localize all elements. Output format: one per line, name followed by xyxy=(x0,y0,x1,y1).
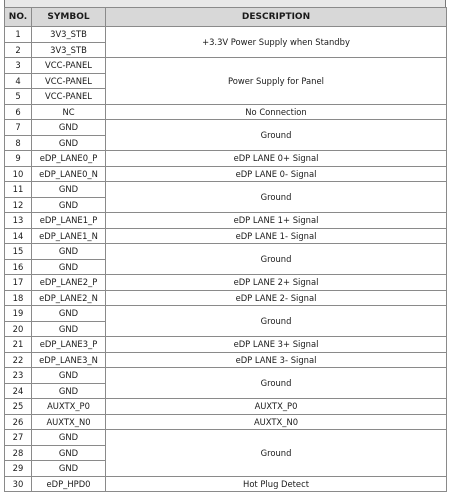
pin-symbol-cell: GND xyxy=(32,244,106,260)
table-row xyxy=(5,244,447,260)
table-row xyxy=(5,182,447,198)
pin-symbol-cell: NC xyxy=(32,104,106,120)
pin-symbol-cell: GND xyxy=(32,445,106,461)
pin-symbol-cell: eDP_LANE2_N xyxy=(32,290,106,306)
pin-definition-table xyxy=(4,7,447,492)
pin-symbol-cell: eDP_LANE1_P xyxy=(32,213,106,229)
pin-symbol-cell: eDP_LANE2_P xyxy=(32,275,106,291)
pin-symbol-cell: GND xyxy=(32,368,106,384)
pin-number-cell: 6 xyxy=(5,104,32,120)
pin-symbol-cell: GND xyxy=(32,306,106,322)
pin-number-cell: 16 xyxy=(5,259,32,275)
header-description: DESCRIPTION xyxy=(106,8,447,27)
pin-symbol-cell: 3V3_STB xyxy=(32,42,106,58)
pin-symbol-cell: eDP_LANE3_P xyxy=(32,337,106,353)
pin-number-cell: 27 xyxy=(5,430,32,446)
pin-symbol-cell: GND xyxy=(32,135,106,151)
pin-description-cell: Ground xyxy=(106,430,447,477)
table-row xyxy=(5,120,447,136)
table-top-strip xyxy=(4,0,446,7)
table-row xyxy=(5,275,447,291)
pin-number-cell: 8 xyxy=(5,135,32,151)
pin-number-cell: 5 xyxy=(5,89,32,105)
pin-symbol-cell: 3V3_STB xyxy=(32,27,106,43)
pin-number-cell: 20 xyxy=(5,321,32,337)
header-symbol: SYMBOL xyxy=(32,8,106,27)
table-row xyxy=(5,399,447,415)
pin-symbol-cell: GND xyxy=(32,461,106,477)
pin-symbol-cell: GND xyxy=(32,120,106,136)
pin-number-cell: 1 xyxy=(5,27,32,43)
pin-number-cell: 3 xyxy=(5,58,32,74)
pin-symbol-cell: GND xyxy=(32,321,106,337)
table-body xyxy=(5,27,447,492)
pin-number-cell: 12 xyxy=(5,197,32,213)
pin-number-cell: 26 xyxy=(5,414,32,430)
table-row xyxy=(5,166,447,182)
pin-description-cell: AUXTX_P0 xyxy=(106,399,447,415)
pin-number-cell: 11 xyxy=(5,182,32,198)
pin-description-cell: eDP LANE 0+ Signal xyxy=(106,151,447,167)
pin-description-cell: Hot Plug Detect xyxy=(106,476,447,492)
pin-number-cell: 14 xyxy=(5,228,32,244)
pin-symbol-cell: GND xyxy=(32,430,106,446)
pin-symbol-cell: eDP_LANE1_N xyxy=(32,228,106,244)
pin-number-cell: 24 xyxy=(5,383,32,399)
pin-number-cell: 22 xyxy=(5,352,32,368)
pin-symbol-cell: GND xyxy=(32,259,106,275)
pin-symbol-cell: VCC-PANEL xyxy=(32,58,106,74)
pin-description-cell: Ground xyxy=(106,244,447,275)
table-row xyxy=(5,58,447,74)
pin-symbol-cell: GND xyxy=(32,182,106,198)
pin-number-cell: 25 xyxy=(5,399,32,415)
pin-number-cell: 4 xyxy=(5,73,32,89)
pin-description-cell: No Connection xyxy=(106,104,447,120)
pin-number-cell: 28 xyxy=(5,445,32,461)
pin-description-cell: Ground xyxy=(106,368,447,399)
pin-number-cell: 13 xyxy=(5,213,32,229)
pin-number-cell: 10 xyxy=(5,166,32,182)
pin-description-cell: Ground xyxy=(106,306,447,337)
pin-symbol-cell: eDP_LANE0_P xyxy=(32,151,106,167)
pin-number-cell: 29 xyxy=(5,461,32,477)
table-row xyxy=(5,228,447,244)
pin-description-cell: eDP LANE 2+ Signal xyxy=(106,275,447,291)
table-row xyxy=(5,368,447,384)
table-row xyxy=(5,213,447,229)
table-row xyxy=(5,27,447,43)
pin-symbol-cell: eDP_LANE0_N xyxy=(32,166,106,182)
pin-description-cell: Ground xyxy=(106,182,447,213)
table-row xyxy=(5,430,447,446)
pin-description-cell: AUXTX_N0 xyxy=(106,414,447,430)
pin-description-cell: eDP LANE 3+ Signal xyxy=(106,337,447,353)
table-row xyxy=(5,151,447,167)
table-row xyxy=(5,352,447,368)
table-row xyxy=(5,337,447,353)
table-row xyxy=(5,476,447,492)
pin-symbol-cell: eDP_HPD0 xyxy=(32,476,106,492)
pin-description-cell: eDP LANE 2- Signal xyxy=(106,290,447,306)
pin-symbol-cell: GND xyxy=(32,383,106,399)
pin-description-cell: eDP LANE 0- Signal xyxy=(106,166,447,182)
pin-symbol-cell: VCC-PANEL xyxy=(32,73,106,89)
pin-number-cell: 7 xyxy=(5,120,32,136)
pin-symbol-cell: AUXTX_P0 xyxy=(32,399,106,415)
pin-number-cell: 30 xyxy=(5,476,32,492)
pin-number-cell: 2 xyxy=(5,42,32,58)
pin-description-cell: eDP LANE 1- Signal xyxy=(106,228,447,244)
table-row xyxy=(5,306,447,322)
pin-description-cell: eDP LANE 3- Signal xyxy=(106,352,447,368)
pin-symbol-cell: GND xyxy=(32,197,106,213)
pin-number-cell: 15 xyxy=(5,244,32,260)
pin-number-cell: 18 xyxy=(5,290,32,306)
pin-description-cell: Ground xyxy=(106,120,447,151)
pin-symbol-cell: eDP_LANE3_N xyxy=(32,352,106,368)
pin-symbol-cell: VCC-PANEL xyxy=(32,89,106,105)
pin-description-cell: eDP LANE 1+ Signal xyxy=(106,213,447,229)
table-row xyxy=(5,290,447,306)
pin-number-cell: 19 xyxy=(5,306,32,322)
table-row xyxy=(5,104,447,120)
pin-number-cell: 23 xyxy=(5,368,32,384)
pin-number-cell: 21 xyxy=(5,337,32,353)
table-row xyxy=(5,414,447,430)
pin-number-cell: 17 xyxy=(5,275,32,291)
pin-description-cell: +3.3V Power Supply when Standby xyxy=(106,27,447,58)
pin-description-cell: Power Supply for Panel xyxy=(106,58,447,105)
header-no: NO. xyxy=(5,8,32,27)
pin-symbol-cell: AUXTX_N0 xyxy=(32,414,106,430)
pin-number-cell: 9 xyxy=(5,151,32,167)
table-header-row xyxy=(5,8,447,27)
